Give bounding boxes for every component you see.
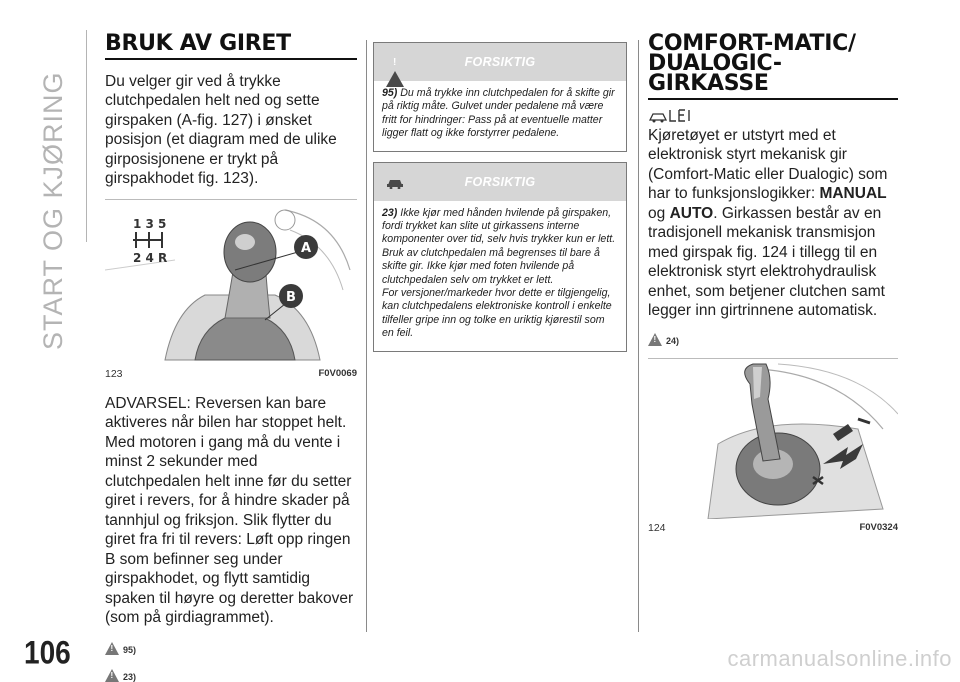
column-divider-2 (638, 40, 639, 632)
chapter-title: START OG KJØRING (38, 71, 68, 350)
figure-code: F0V0324 (859, 521, 898, 533)
warning-triangle-icon (648, 333, 662, 346)
warning-ref-24[interactable] (648, 333, 898, 346)
caution-box-number: 23) (382, 206, 398, 219)
figure-code: F0V0069 (318, 367, 357, 379)
caution-ref-label: 23) (123, 671, 137, 682)
warning-paragraph: ADVARSEL: Reversen kan bare aktiveres når bilen har stoppet helt. Med motoren i gang må du vente i minst 2 sekunder med clutchpedalen helt inne før du setter giret i revers, for å hindre skader på tannhjul og friksjon. Slik flytter du giret fra fri til revers: Løft opp ringen B som befinner seg under girspakhodet, og flytt samtidig spaken til høyre og deretter bakover (som på girdiagrammet). (105, 394, 354, 626)
gear-lever-illustration (105, 200, 357, 365)
callout-b-label: B (286, 289, 296, 305)
side-rule (86, 30, 87, 242)
section-heading-2 (648, 31, 898, 96)
warning-box-95 (373, 42, 627, 152)
warning-box-number: 95) (382, 87, 398, 99)
heading-line-3: GIRKASSE (648, 71, 769, 96)
callout-a-label: A (300, 240, 312, 256)
watermark: carmanualsonline.info (727, 646, 952, 671)
heading-rule (648, 98, 898, 100)
warning-ref-label: 24) (666, 335, 680, 346)
warning-triangle-icon (105, 642, 119, 655)
figure-124 (648, 358, 898, 534)
column-warnings (373, 42, 627, 362)
caution-box-title: FORSIKTIG (464, 174, 536, 189)
mode-manual: MANUAL (819, 185, 887, 202)
side-chapter-tab (38, 20, 86, 350)
column-gear-use (105, 31, 357, 682)
warning-box-23 (373, 162, 627, 352)
caution-box-text: Ikke kjør med hånden hvilende på girspaken, fordi trykket kan slite ut girkassens interne komponenter over tid, selv hvis trykker kun er lett. Bruk av clutchpedalen må begrenses til bare å skifte gir. Ikke kjør med foten hvilende på clutchpedalen selv om trykket er lett. (382, 206, 616, 286)
figure-number: 124 (648, 521, 666, 534)
caution-triangle-icon (105, 669, 119, 682)
caution-ref-23[interactable] (105, 669, 357, 682)
intro-paragraph: Du velger gir ved å trykke clutchpedalen helt ned og sette girspaken (A-fig. 127) i ønsket posisjon (et diagram med de ulike girposisjonene er trykt på girspakhodet fig. 123). (105, 72, 337, 187)
page-number: 106 (24, 634, 71, 671)
version-market-icon (648, 108, 692, 124)
figure-caption (105, 365, 357, 380)
warning-ref-95[interactable] (105, 642, 357, 655)
caution-box-text-2: For versjoner/markeder hvor dette er tilgjengelig, kan clutchpedalens elektroniske kontroll i enkelte tilfeller gripe inn og tolke en uriktig kjørestil som en feil. (382, 287, 612, 340)
heading-line-2: DUALOGIC- (648, 51, 782, 76)
heading-rule (105, 58, 357, 60)
column-comfort-matic (648, 31, 898, 534)
figure-caption (648, 519, 898, 534)
gear-selector-illustration (648, 359, 898, 519)
warning-box-text: Du må trykke inn clutchpedalen for å skifte gir på riktig måte. Gulvet under pedalene må være fritt for hindringer: Pass på at eventuelle matter ligger flatt og ikke forstyrrer pedalene. (382, 87, 615, 140)
warning-box-title: FORSIKTIG (464, 55, 536, 69)
transmission-paragraph: Kjøretøyet er utstyrt med et elektronisk styrt mekanisk gir (Comfort-Matic eller Dualogic) som har to funksjonslogikker: MANUAL og AUTO. Girkassen består av en tradisjonell mekanisk transmisjon med girspak fig. 124 i tillegg til en elektronisk styrt elektrohydraulisk enhet, som betjener clutchen samt legger inn girtrinnene automatisk. (648, 126, 888, 319)
gear-pattern-bottom: 2 4 R (133, 250, 168, 265)
figure-123 (105, 199, 357, 380)
gear-pattern-top: 1 3 5 (133, 216, 167, 231)
mode-auto: AUTO (669, 204, 714, 222)
figure-number: 123 (105, 367, 123, 380)
column-divider-1 (366, 40, 367, 632)
section-heading: BRUK AV GIRET (105, 31, 291, 56)
warning-ref-label: 95) (123, 644, 137, 655)
heading-line-1: COMFORT-MATIC/ (648, 31, 856, 56)
